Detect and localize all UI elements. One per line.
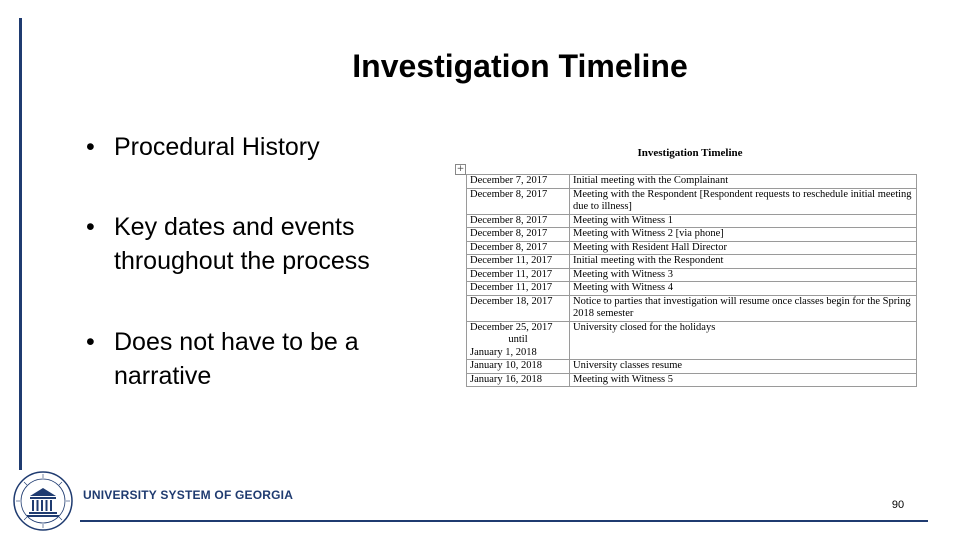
bullet-dot: • bbox=[86, 133, 95, 161]
table-row bbox=[467, 214, 917, 228]
event-cell: University classes resume bbox=[570, 360, 917, 374]
date-cell: December 11, 2017 bbox=[467, 255, 570, 269]
table-row bbox=[467, 175, 917, 189]
date-range-start: December 25, 2017 bbox=[470, 321, 553, 333]
university-seal-logo bbox=[12, 470, 74, 532]
date-cell: December 18, 2017 bbox=[467, 295, 570, 321]
event-cell: Initial meeting with the Complainant bbox=[570, 175, 917, 189]
date-cell: December 8, 2017 bbox=[467, 188, 570, 214]
date-cell: December 8, 2017 bbox=[467, 241, 570, 255]
table-row bbox=[467, 268, 917, 282]
event-cell: Initial meeting with the Respondent bbox=[570, 255, 917, 269]
bullet-dot: • bbox=[86, 328, 95, 356]
event-cell: Meeting with Witness 4 bbox=[570, 282, 917, 296]
event-cell: Meeting with Resident Hall Director bbox=[570, 241, 917, 255]
slide-title: Investigation Timeline bbox=[352, 48, 688, 84]
table-row bbox=[467, 188, 917, 214]
date-cell: January 10, 2018 bbox=[467, 360, 570, 374]
date-cell: January 16, 2018 bbox=[467, 373, 570, 387]
page-number: 90 bbox=[891, 499, 905, 511]
timeline-table bbox=[466, 174, 917, 387]
event-cell: Meeting with Witness 5 bbox=[570, 373, 917, 387]
date-cell: December 7, 2017 bbox=[467, 175, 570, 189]
event-cell: Meeting with Witness 3 bbox=[570, 268, 917, 282]
table-row bbox=[467, 282, 917, 296]
table-row bbox=[467, 360, 917, 374]
timeline-document-image bbox=[455, 145, 925, 400]
bullet-item bbox=[86, 325, 414, 393]
date-cell: December 11, 2017 bbox=[467, 268, 570, 282]
date-cell: December 8, 2017 bbox=[467, 228, 570, 242]
event-cell: University closed for the holidays bbox=[570, 321, 917, 360]
table-row bbox=[467, 228, 917, 242]
date-cell: December 11, 2017 bbox=[467, 282, 570, 296]
date-range-end: January 1, 2018 bbox=[470, 346, 537, 358]
document-title: Investigation Timeline bbox=[637, 147, 743, 159]
bullet-text: Key dates and events throughout the process bbox=[114, 213, 370, 275]
bullet-dot: • bbox=[86, 213, 95, 241]
event-cell: Notice to parties that investigation will resume once classes begin for the Spring 2018 semester bbox=[570, 295, 917, 321]
table-row bbox=[467, 255, 917, 269]
left-accent-rule bbox=[19, 18, 22, 470]
bullet-item bbox=[86, 210, 414, 278]
date-range-cell bbox=[467, 321, 570, 360]
table-row bbox=[467, 295, 917, 321]
organization-name: UNIVERSITY SYSTEM OF GEORGIA bbox=[83, 488, 294, 502]
event-cell: Meeting with the Respondent [Respondent requests to reschedule initial meeting due to illness] bbox=[570, 188, 917, 214]
bullet-text: Procedural History bbox=[114, 133, 320, 161]
date-cell: December 8, 2017 bbox=[467, 214, 570, 228]
table-move-handle-icon[interactable]: + bbox=[456, 164, 465, 174]
table-row bbox=[467, 321, 917, 360]
date-range-until: until bbox=[508, 334, 528, 345]
event-cell: Meeting with Witness 1 bbox=[570, 214, 917, 228]
table-row bbox=[467, 241, 917, 255]
bullet-text: Does not have to be a narrative bbox=[114, 328, 359, 390]
bullet-item bbox=[86, 130, 414, 164]
table-row bbox=[467, 373, 917, 387]
footer-rule bbox=[80, 520, 928, 522]
event-cell: Meeting with Witness 2 [via phone] bbox=[570, 228, 917, 242]
